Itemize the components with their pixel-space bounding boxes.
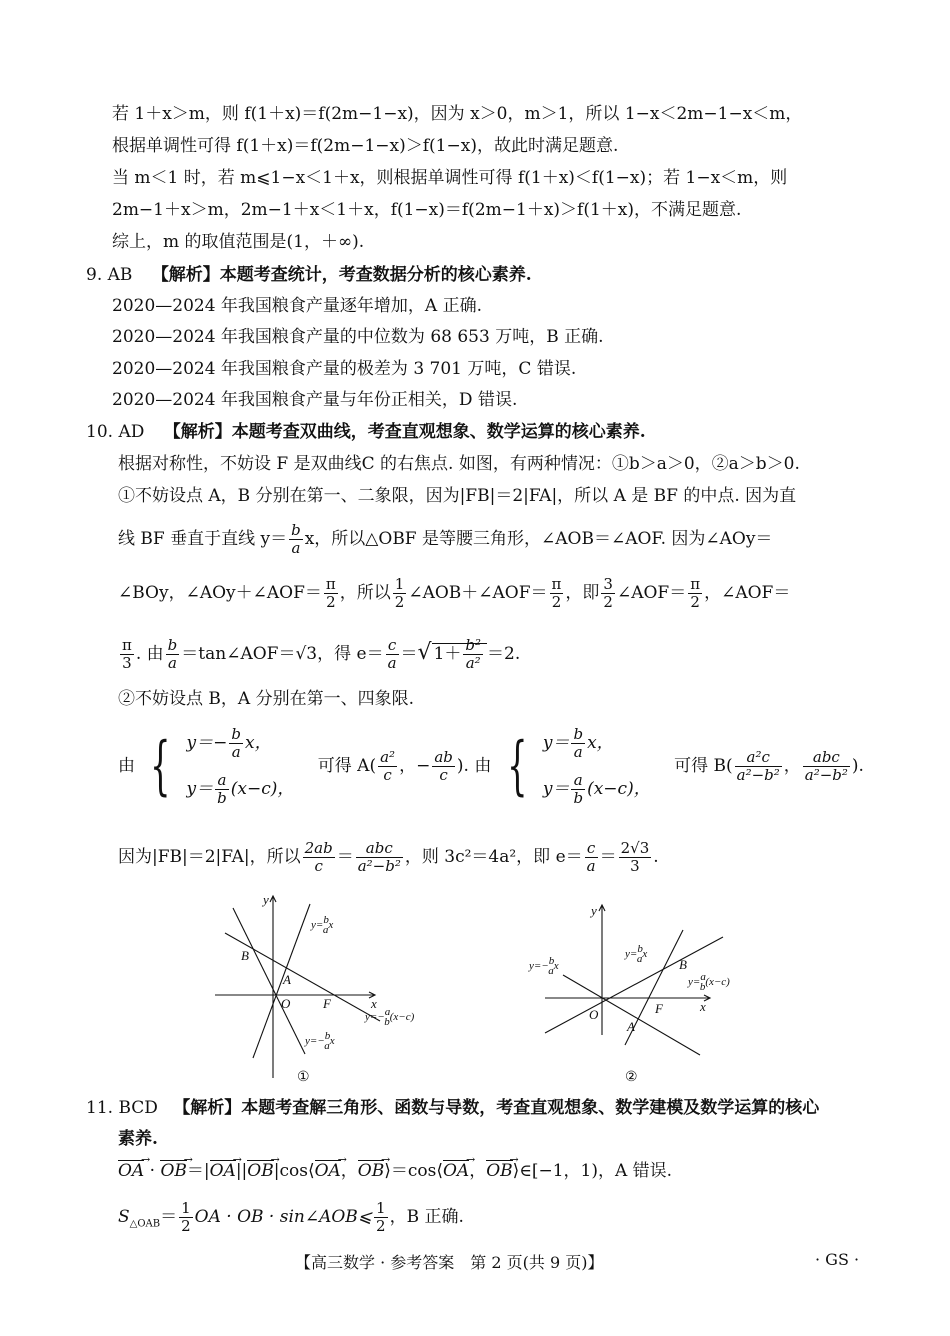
system-1: y＝− $\frac{b}{a}$ x， y＝ $\frac{a}{b}$ (x−c)，: [186, 725, 295, 807]
text-line: 综上，m 的取值范围是(1，＋∞).: [112, 232, 365, 252]
vector-oa: OA →: [118, 1160, 144, 1181]
text-segment: ，B 正确.: [389, 1207, 464, 1227]
question-10-header: [86, 421, 646, 443]
y-label: y: [263, 892, 269, 907]
text-segment: ∠AOB＋∠AOF＝: [408, 583, 548, 603]
text-segment: ∠BOy，∠AOy＋∠AOF＝: [118, 583, 322, 603]
text-segment: ，即: [565, 583, 600, 603]
fraction: $\frac{\pi}{2}$: [551, 575, 562, 611]
line-label: y=−b ax: [529, 955, 559, 977]
question-9-header: [86, 264, 532, 286]
fraction: $\frac{b}{a}$: [167, 636, 178, 672]
vector-oa: OA →: [443, 1160, 469, 1181]
system-2: y＝ $\frac{b}{a}$ x， y＝ $\frac{a}{b}$ (x−c)，: [542, 725, 651, 807]
footer-tag: · GS ·: [815, 1250, 860, 1269]
text-segment: ＝: [400, 644, 418, 664]
text-segment: ＝: [160, 1207, 178, 1227]
text-segment: ，: [469, 1161, 487, 1181]
text-segment: OA · OB · sin∠AOB⩽: [194, 1207, 373, 1227]
fraction: $\frac{\text{abc}}{\text{a²−b²}}$: [357, 839, 401, 875]
fraction: $\frac{1}{2}$: [376, 1199, 386, 1235]
text-segment: |cos⟨: [273, 1161, 315, 1181]
text-segment: ＝: [599, 847, 617, 867]
line-y-b-over-a: [253, 904, 310, 1058]
text-segment: ＝2.: [487, 644, 521, 664]
answer-label: 9. AB: [86, 265, 133, 285]
vector-ob: OB →: [486, 1160, 512, 1181]
text-segment: 可得 A( $\frac{\text{a²}}{c}$ ，− $\frac{ab}{c}$ ). 由: [317, 747, 492, 784]
fraction: $\frac{b}{a}$: [291, 521, 301, 557]
vector-ob: OB →: [247, 1160, 273, 1181]
line-y-neg-b-over-a: [233, 908, 305, 1054]
text-line-with-fraction: [118, 522, 772, 557]
text-line: 根据单调性可得 f(1＋x)＝f(2m−1−x)＞f(1−x)，故此时满足题意.: [112, 136, 619, 156]
line-bf: [225, 933, 380, 1021]
subscript: △OAB: [129, 1218, 161, 1230]
fraction: $\frac{c}{a}$: [586, 839, 596, 875]
figure-2-caption: ②: [625, 1070, 638, 1085]
point-f-label: F: [655, 1001, 663, 1016]
vector-ob: OB →: [160, 1160, 186, 1181]
x-label: x: [371, 996, 377, 1011]
figure-1-caption: ①: [297, 1070, 310, 1085]
fraction: $\frac{\pi}{2}$: [325, 575, 336, 611]
text-line: 2020—2024 年我国粮食产量与年份正相关，D 错误.: [112, 390, 518, 410]
point-a-label: A: [283, 972, 291, 987]
text-segment: ⟩∈[−1，1)，A 错误.: [512, 1161, 673, 1181]
fraction: $\frac{\pi}{2}$: [690, 575, 701, 611]
line-label: y=b ax: [311, 914, 334, 936]
text-segment: 线 BF 垂直于直线 y＝: [118, 529, 288, 549]
vector-ob: OB →: [358, 1160, 384, 1181]
line-label: y=b ax: [625, 943, 648, 965]
fraction: $\frac{c}{a}$: [387, 636, 397, 672]
point-b-label: B: [241, 948, 249, 963]
fraction: $\frac{\pi}{3}$: [122, 636, 132, 672]
text-segment: ·: [149, 1161, 156, 1181]
text-line-with-fraction: [118, 637, 520, 672]
point-b-label: B: [679, 957, 687, 972]
text-line: 2m−1＋x＞m，2m−1＋x＜1＋x，f(1−x)＝f(2m−1＋x)＞f(1＋x)，不满足题意.: [112, 200, 742, 220]
analysis-head: 【解析】本题考查双曲线，考查直观想象、数学运算的核心素养.: [163, 422, 646, 442]
text-line: 2020—2024 年我国粮食产量的极差为 3 701 万吨，C 错误.: [112, 359, 577, 379]
text-segment: ，∠AOF＝: [704, 583, 791, 603]
sqrt-sign: √: [417, 640, 432, 665]
question-11-header: [86, 1097, 819, 1119]
fraction: $\frac{1}{2}$: [181, 1199, 191, 1235]
fraction: $\frac{2ab}{c}$: [304, 839, 333, 875]
fraction: $\frac{3}{2}$: [603, 575, 613, 611]
origin-label: O: [589, 1007, 599, 1022]
vector-oa: OA →: [315, 1160, 341, 1181]
line-label: y=−a b(x−c): [365, 1006, 415, 1028]
text-segment: ＝|: [186, 1161, 210, 1181]
line-label: y=a b(x−c): [688, 971, 730, 993]
text-line-with-fraction: [118, 576, 790, 611]
text-line: 2020—2024 年我国粮食产量逐年增加，A 正确.: [112, 296, 483, 316]
point-f-label: F: [323, 996, 331, 1011]
vector-line: [118, 1160, 672, 1182]
line-y-neg-b-over-a: [563, 975, 700, 1055]
origin-label: O: [281, 996, 291, 1011]
text-segment: ||: [235, 1161, 248, 1181]
text-line: 若 1＋x＞m，则 f(1＋x)＝f(2m−1−x)，因为 x＞0，m＞1，所以 1−x＜2m−1−x＜m，: [112, 104, 803, 124]
y-label: y: [591, 903, 597, 918]
text-segment: ，所以: [339, 583, 391, 603]
brace: {: [506, 729, 528, 803]
line-label: y=−b ax: [305, 1030, 335, 1052]
figure-1-diagram: [205, 888, 465, 1088]
text-line: 根据对称性，不妨设 F 是双曲线C 的右焦点. 如图，有两种情况：①b＞a＞0，②a＞b＞0.: [118, 454, 800, 474]
text-segment: .: [653, 847, 659, 867]
area-line: [118, 1200, 464, 1235]
x-label: x: [700, 999, 706, 1014]
analysis-head: 【解析】本题考查解三角形、函数与导数，考查直观想象、数学建模及数学运算的核心: [173, 1098, 820, 1118]
text-line: ①不妨设点 A，B 分别在第一、二象限，因为|FB|＝2|FA|，所以 A 是 BF 的中点. 因为直: [118, 486, 797, 506]
answer-label: 10. AD: [86, 422, 145, 442]
text-segment: 由: [118, 756, 135, 776]
text-segment: ＝: [336, 847, 354, 867]
sqrt-body: 1＋ $\frac{\text{b²}}{\text{a²}}$: [432, 643, 487, 664]
text-line-with-fraction: [118, 840, 659, 875]
text-segment: . 由: [135, 644, 164, 664]
text-segment: ⟩＝cos⟨: [384, 1161, 443, 1181]
text-segment: 因为|FB|＝2|FA|，所以: [118, 847, 301, 867]
vector-oa: OA →: [210, 1160, 236, 1181]
text-segment: S: [118, 1207, 130, 1227]
fraction: $\frac{2√3}{3}$: [620, 839, 650, 875]
text-line: 素养.: [118, 1129, 158, 1149]
point-a-label: A: [627, 1019, 635, 1034]
brace: {: [150, 729, 171, 803]
text-line: 2020—2024 年我国粮食产量的中位数为 68 653 万吨，B 正确.: [112, 327, 604, 347]
text-segment: ，则 3c²＝4a²，即 e＝: [404, 847, 583, 867]
page-footer: 【高三数学 · 参考答案 第 2 页(共 9 页)】: [295, 1253, 604, 1272]
analysis-head: 【解析】本题考查统计，考查数据分析的核心素养.: [151, 265, 532, 285]
figure-2-diagram: [525, 895, 790, 1090]
text-segment: ，: [340, 1161, 358, 1181]
text-segment: 可得 B( $\frac{\text{a²c}}{\text{a²−b²}}$ ， $\frac{\text{abc}}{\text{a²−b²}}$ ).: [674, 747, 864, 784]
equation-systems: [118, 720, 864, 806]
answer-label: 11. BCD: [86, 1098, 158, 1118]
text-segment: ∠AOF＝: [616, 583, 687, 603]
text-line: 当 m＜1 时，若 m⩽1−x＜1＋x，则根据单调性可得 f(1＋x)＜f(1−x)；若 1−x＜m，则: [112, 168, 788, 188]
text-segment: x，所以△OBF 是等腰三角形，∠AOB＝∠AOF. 因为∠AOy＝: [304, 529, 773, 549]
fraction: $\frac{\text{b²}}{\text{a²}}$: [465, 636, 482, 672]
text-segment: ＝tan∠AOF＝√3，得 e＝: [181, 644, 384, 664]
fraction: $\frac{1}{2}$: [394, 575, 405, 611]
text-line: ②不妨设点 B，A 分别在第一、四象限.: [118, 689, 414, 709]
